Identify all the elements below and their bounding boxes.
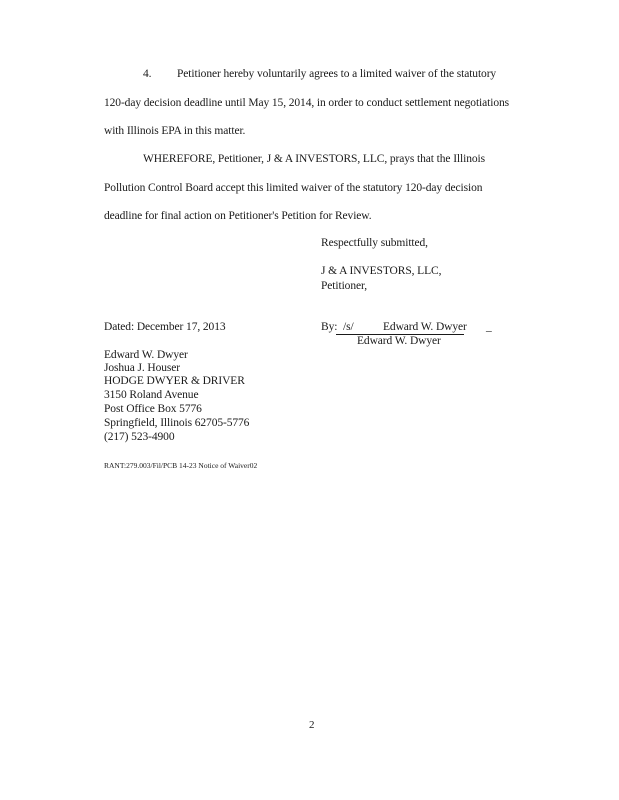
paragraph-4-line-1: Petitioner hereby voluntarily agrees to a limited waiver of the statutory: [177, 68, 497, 80]
law-firm-name: HODGE DWYER & DRIVER: [104, 375, 245, 387]
paragraph-4-line-2: 120-day decision deadline until May 15, 2014, in order to conduct settlement negotiations: [104, 97, 510, 109]
paragraph-4-line-3: with Illinois EPA in this matter.: [104, 125, 246, 137]
signature-trailing-underscore: _: [486, 321, 492, 333]
attorney-associate: Joshua J. Houser: [104, 362, 181, 374]
firm-street-address: 3150 Roland Avenue: [104, 389, 199, 401]
firm-po-box: Post Office Box 5776: [104, 403, 202, 415]
signer-printed-name: Edward W. Dwyer: [357, 335, 441, 347]
page-number: 2: [309, 719, 315, 731]
firm-city-state-zip: Springfield, Illinois 62705-5776: [104, 417, 250, 429]
petitioner-company: J & A INVESTORS, LLC,: [321, 265, 442, 277]
electronic-signature-mark: /s/: [343, 321, 354, 333]
wherefore-line-1: WHEREFORE, Petitioner, J & A INVESTORS, LLC, prays that the Illinois: [143, 153, 485, 165]
electronic-signature-name: Edward W. Dwyer: [383, 321, 467, 333]
by-label: By:: [321, 321, 338, 333]
file-reference: RANT:279.003/Fil/PCB 14-23 Notice of Waiver02: [104, 461, 258, 470]
paragraph-number: 4.: [143, 68, 152, 80]
wherefore-line-2: Pollution Control Board accept this limited waiver of the statutory 120-day decision: [104, 182, 483, 194]
wherefore-line-3: deadline for final action on Petitioner's Petition for Review.: [104, 210, 372, 222]
firm-phone: (217) 523-4900: [104, 431, 175, 443]
attorney-name: Edward W. Dwyer: [104, 349, 188, 361]
dated-line: Dated: December 17, 2013: [104, 321, 226, 333]
petitioner-role: Petitioner,: [321, 280, 368, 292]
respectfully-submitted: Respectfully submitted,: [321, 237, 428, 249]
